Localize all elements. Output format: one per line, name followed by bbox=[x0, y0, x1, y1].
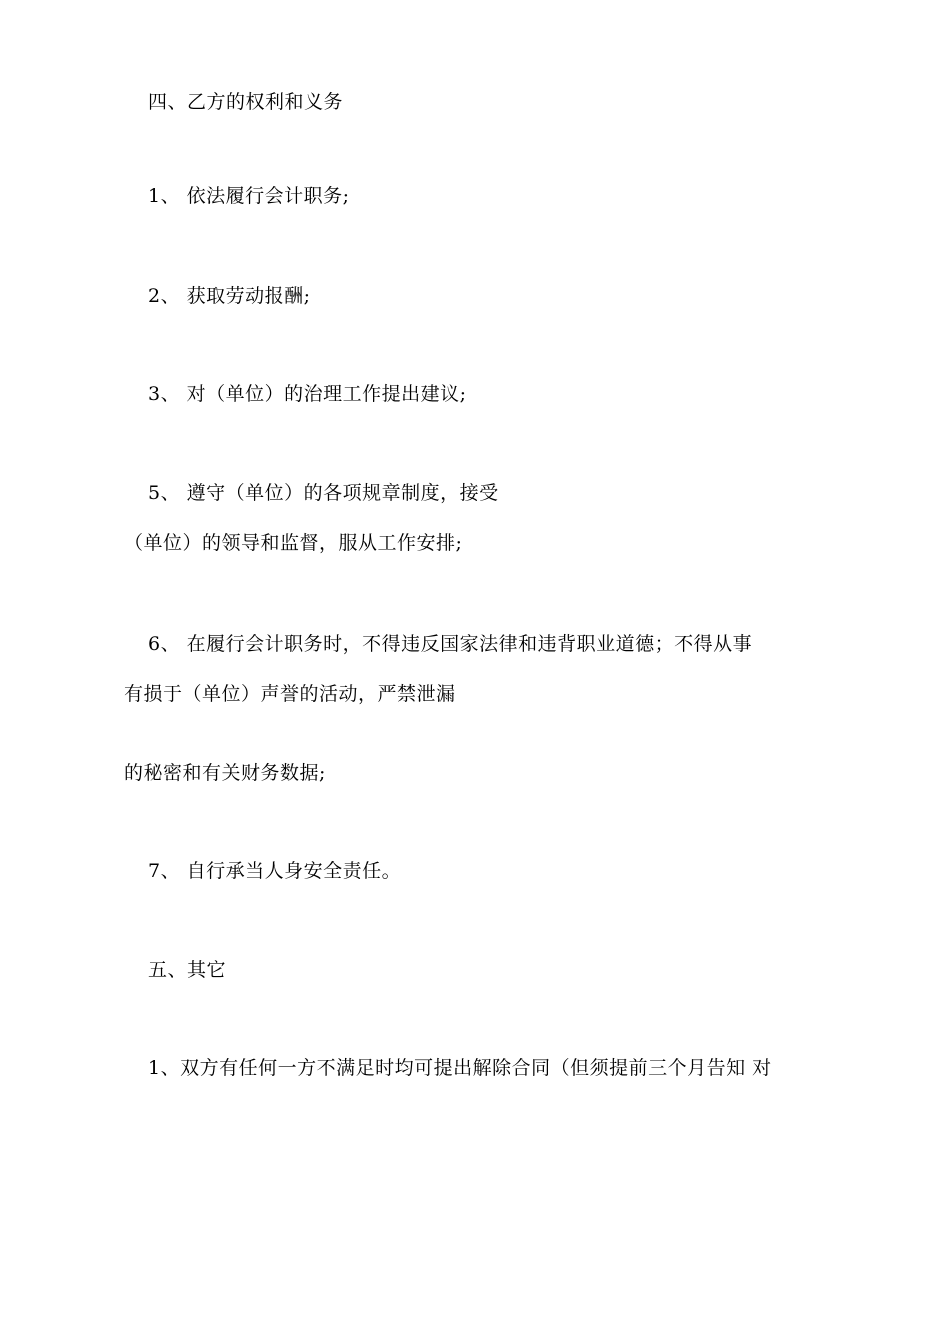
section-4-item-7: 7、 自行承当人身安全责任。 bbox=[148, 860, 402, 882]
section-4-item-6-line-2: 有损于（单位）声誉的活动，严禁泄漏 bbox=[124, 683, 456, 705]
section-4-item-2: 2、 获取劳动报酬; bbox=[148, 285, 311, 307]
section-4-heading: 四、乙方的权利和义务 bbox=[148, 91, 344, 113]
section-5-item-1: 1、双方有任何一方不满足时均可提出解除合同（但须提前三个月告知 对 bbox=[148, 1057, 772, 1079]
section-5-heading: 五、其它 bbox=[148, 959, 227, 981]
section-4-item-6-line-1: 6、 在履行会计职务时，不得违反国家法律和违背职业道德；不得从事 bbox=[148, 633, 753, 655]
section-4-item-6-line-3: 的秘密和有关财务数据; bbox=[124, 762, 326, 784]
section-4-item-3: 3、 对（单位）的治理工作提出建议; bbox=[148, 383, 467, 405]
section-4-item-5-line-2: （单位）的领导和监督，服从工作安排; bbox=[124, 532, 463, 554]
section-4-item-5-line-1: 5、 遵守（单位）的各项规章制度，接受 bbox=[148, 482, 499, 504]
section-4-item-1: 1、 依法履行会计职务; bbox=[148, 185, 350, 207]
